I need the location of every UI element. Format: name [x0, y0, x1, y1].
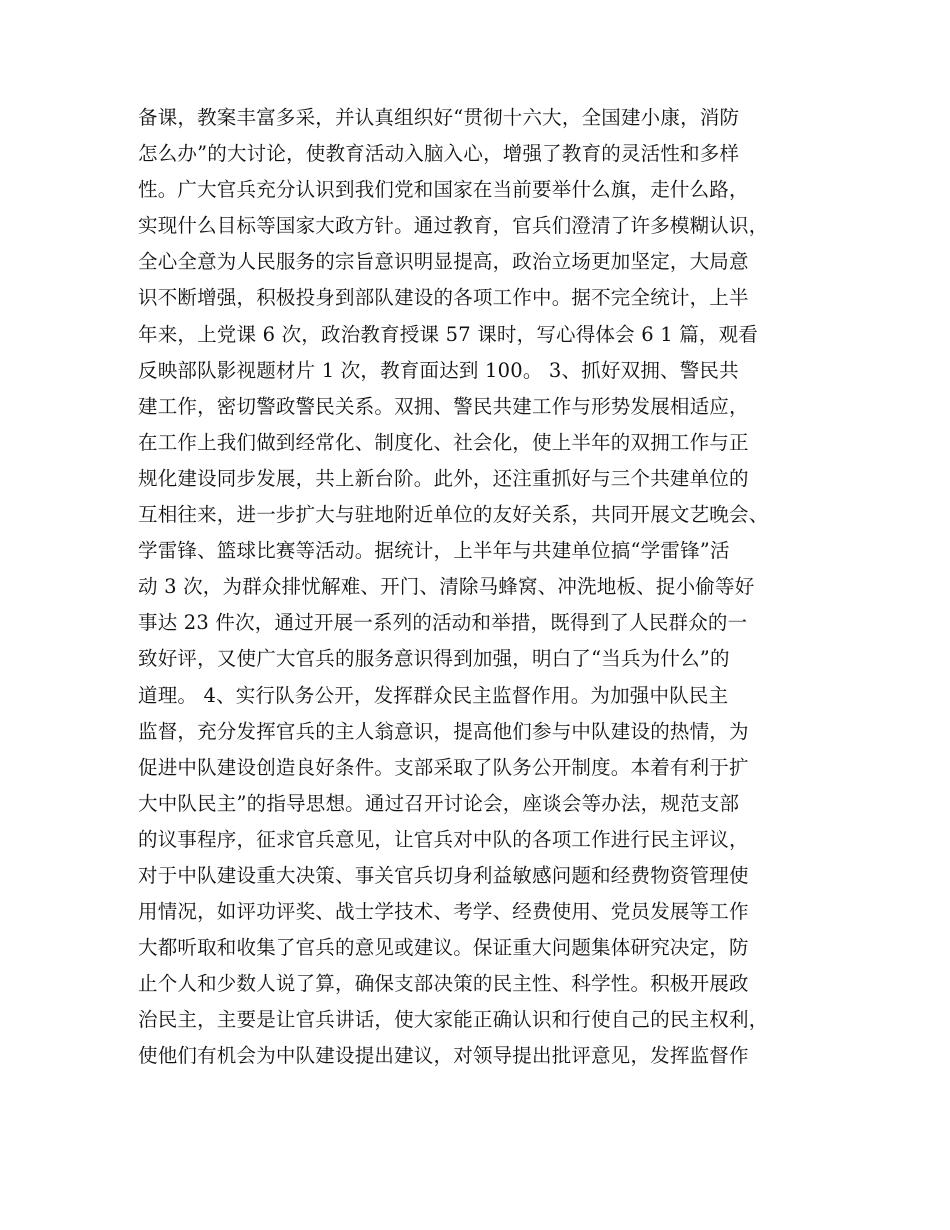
text-line: 实现什么目标等国家大政方针。通过教育，官兵们澄清了许多模糊认识，	[138, 214, 769, 238]
text-line: 互相往来，进一步扩大与驻地附近单位的友好关系，共同开展文艺晚会、	[138, 503, 769, 527]
text-line: 怎么办”的大讨论，使教育活动入脑入心，增强了教育的灵活性和多样	[138, 142, 740, 166]
text-line: 致好评，又使广大官兵的服务意识得到加强，明白了“当兵为什么”的	[138, 647, 730, 671]
text-line: 备课，教案丰富多采，并认真组织好“贯彻十六大，全国建小康，消防	[138, 106, 740, 129]
text-line: 的议事程序，征求官兵意见，让官兵对中队的各项工作进行民主评议，	[138, 827, 749, 851]
text-line: 使他们有机会为中队建设提出建议，对领导提出批评意见，发挥监督作	[138, 1044, 749, 1068]
body-text	[138, 100, 828, 1075]
text-line: 事达 23 件次，通过开展一系列的活动和举措，既得到了人民群众的一	[138, 611, 748, 635]
text-line: 止个人和少数人说了算，确保支部决策的民主性、科学性。积极开展政	[138, 972, 749, 996]
text-line: 大都听取和收集了官兵的意见或建议。保证重大问题集体研究决定，防	[138, 936, 749, 960]
text-line: 用情况，如评功评奖、战士学技术、考学、经费使用、党员发展等工作	[138, 900, 749, 924]
text-line: 在工作上我们做到经常化、制度化、社会化，使上半年的双拥工作与正	[138, 430, 749, 454]
text-line: 建工作，密切警政警民关系。双拥、警民共建工作与形势发展相适应，	[138, 394, 749, 418]
text-line: 年来，上党课 6 次，政治教育授课 57 课时，写心得体会 6 1 篇，观看	[138, 322, 759, 346]
text-line: 性。广大官兵充分认识到我们党和国家在当前要举什么旗，走什么路，	[138, 178, 749, 202]
text-line: 治民主，主要是让官兵讲话，使大家能正确认识和行使自己的民主权利，	[138, 1008, 769, 1032]
text-line: 规化建设同步发展，共上新台阶。此外，还注重抓好与三个共建单位的	[138, 466, 749, 490]
text-line: 识不断增强，积极投身到部队建设的各项工作中。据不完全统计，上半	[138, 286, 749, 310]
text-line: 全心全意为人民服务的宗旨意识明显提高，政治立场更加坚定，大局意	[138, 250, 749, 274]
text-line: 学雷锋、篮球比赛等活动。据统计，上半年与共建单位搞“学雷锋”活	[138, 539, 730, 563]
text-line: 道理。 4、实行队务公开，发挥群众民主监督作用。为加强中队民主	[138, 683, 729, 707]
text-line: 大中队民主”的指导思想。通过召开讨论会，座谈会等办法，规范支部	[138, 791, 740, 815]
text-line: 对于中队建设重大决策、事关官兵切身利益敏感问题和经费物资管理使	[138, 863, 749, 887]
text-line: 促进中队建设创造良好条件。支部采取了队务公开制度。本着有利于扩	[138, 755, 749, 779]
text-line: 反映部队影视题材片 1 次，教育面达到 100。 3、抓好双拥、警民共	[138, 358, 739, 382]
text-line: 动 3 次，为群众排忧解难、开门、清除马蜂窝、冲洗地板、捉小偷等好	[138, 575, 755, 599]
text-line: 监督，充分发挥官兵的主人翁意识，提高他们参与中队建设的热情，为	[138, 719, 749, 743]
